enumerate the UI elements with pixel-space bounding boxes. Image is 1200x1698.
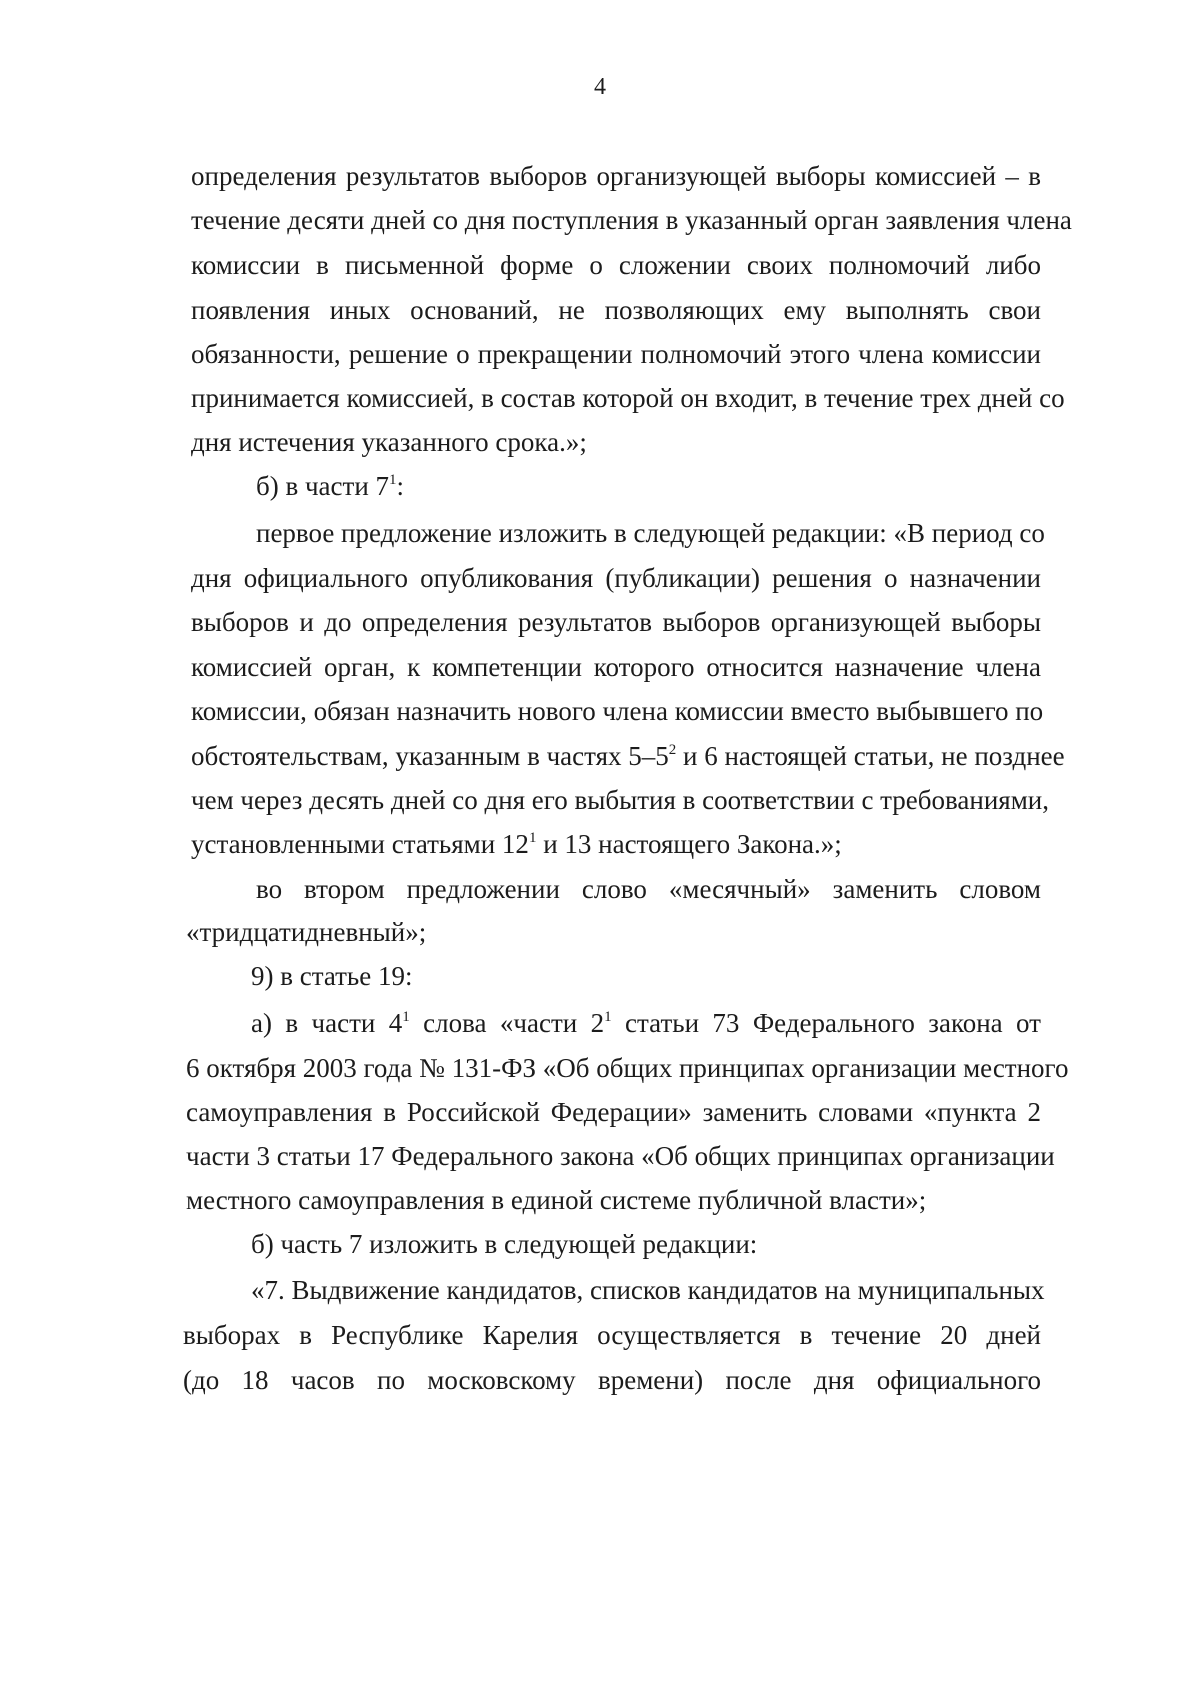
text-line: б) часть 7 изложить в следующей редакции: — [251, 1229, 758, 1259]
text-line: самоуправления в Российской Федерации» заменить словами «пункта 2 — [186, 1097, 1041, 1127]
text-line: чем через десять дней со дня его выбытия в соответствии с требованиями, — [191, 785, 1050, 815]
text-run: обстоятельствам, указанным в частях 5–5 — [191, 741, 669, 771]
text-line: комиссии, обязан назначить нового члена комиссии вместо выбывшего по — [191, 696, 1044, 726]
text-line: дня официального опубликования (публикации) решения о назначении — [191, 563, 1041, 593]
text-run: слова «части 2 — [409, 1008, 605, 1038]
text-line: дня истечения указанного срока.»; — [191, 427, 587, 457]
text-line — [251, 1005, 1041, 1041]
text-run: статьи 73 Федерального закона от — [611, 1008, 1041, 1038]
text-run: и 6 настоящей статьи, не позднее — [676, 741, 1065, 771]
superscript: 2 — [668, 742, 677, 758]
text-line: местного самоуправления в единой системе публичной власти»; — [186, 1185, 927, 1215]
text-run: и 13 настоящего Закона.»; — [536, 829, 842, 859]
text-line: во втором предложении слово «месячный» заменить словом — [256, 874, 1041, 904]
text-line — [191, 826, 842, 862]
text-line: комиссии в письменной форме о сложении своих полномочий либо — [191, 250, 1041, 280]
text-line: выборов и до определения результатов выборов организующей выборы — [191, 607, 1041, 637]
superscript: 1 — [528, 830, 537, 846]
text-run: б) в части 7 — [256, 471, 390, 501]
text-line — [256, 468, 404, 504]
superscript: 1 — [604, 1009, 612, 1025]
superscript: 1 — [389, 472, 397, 488]
text-run: установленными статьями 12 — [191, 829, 529, 859]
text-run: : — [396, 471, 405, 501]
text-line: «тридцатидневный»; — [186, 917, 427, 947]
text-line: обязанности, решение о прекращении полномочий этого члена комиссии — [191, 339, 1041, 369]
superscript: 1 — [402, 1009, 410, 1025]
text-line: 9) в статье 19: — [251, 961, 413, 991]
text-run: а) в части 4 — [251, 1008, 403, 1038]
text-line: части 3 статьи 17 Федерального закона «Об общих принципах организации — [186, 1141, 1055, 1171]
text-line: определения результатов выборов организующей выборы комиссией – в — [191, 161, 1041, 191]
text-line: 6 октября 2003 года № 131-ФЗ «Об общих принципах организации местного — [186, 1053, 1069, 1083]
text-line: (до 18 часов по московскому времени) после дня официального — [183, 1365, 1041, 1395]
text-line: выборах в Республике Карелия осуществляется в течение 20 дней — [183, 1320, 1041, 1350]
text-line: течение десяти дней со дня поступления в указанный орган заявления члена — [191, 205, 1072, 235]
page-number: 4 — [594, 74, 606, 100]
text-line: «7. Выдвижение кандидатов, списков кандидатов на муниципальных — [251, 1275, 1045, 1305]
text-line: комиссией орган, к компетенции которого относится назначение члена — [191, 652, 1041, 682]
text-line: первое предложение изложить в следующей редакции: «В период со — [256, 518, 1045, 548]
text-line: появления иных оснований, не позволяющих ему выполнять свои — [191, 295, 1041, 325]
text-line: принимается комиссией, в состав которой он входит, в течение трех дней со — [191, 383, 1065, 413]
text-line — [191, 738, 1065, 774]
